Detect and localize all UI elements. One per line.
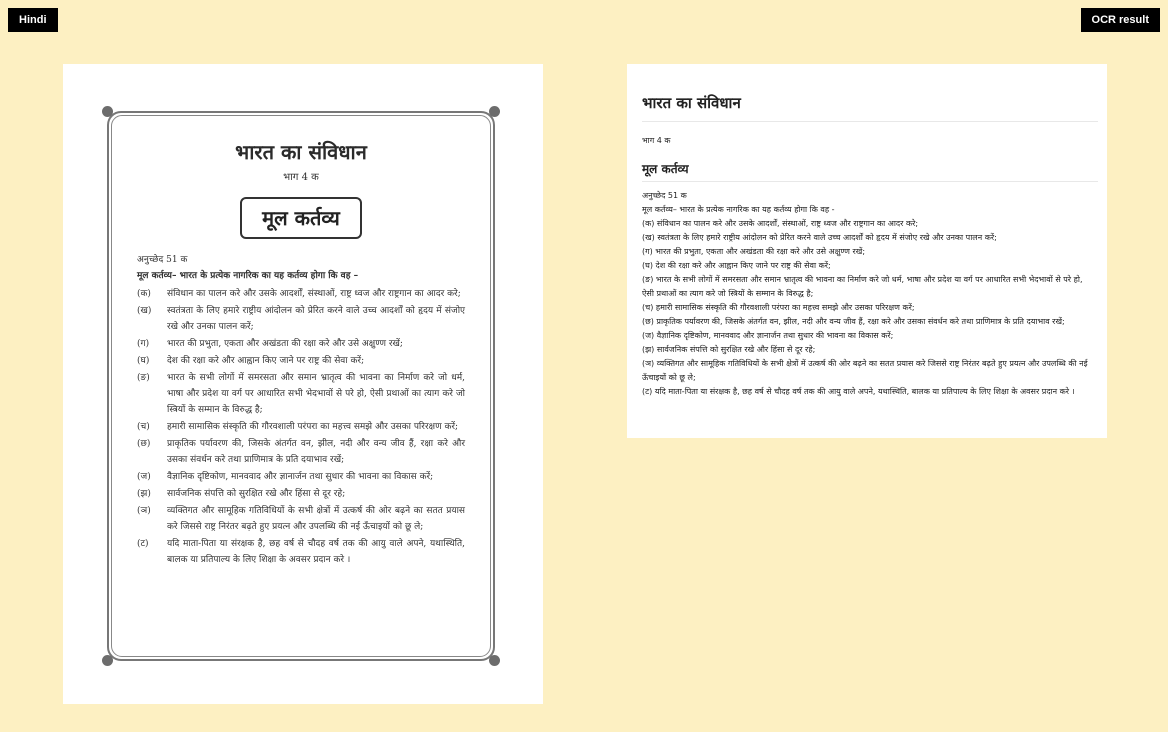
item-text: भारत की प्रभुता, एकता और अखंडता की रक्षा करे और उसे अक्षुण्ण रखें; xyxy=(167,339,403,349)
document-item xyxy=(137,286,465,302)
document-item xyxy=(137,336,465,352)
item-marker: (ट) xyxy=(137,539,149,549)
ocr-line: (छ) प्राकृतिक पर्यावरण की, जिसके अंतर्गत वन, झील, नदी और वन्य जीव हैं, रक्षा करे और उसका संवर्धन करे तथा प्राणिमात्र के प्रति दयाभाव रखें; xyxy=(642,317,1065,326)
document-item xyxy=(137,503,465,535)
item-marker: (छ) xyxy=(137,439,151,449)
ocr-heading: मूल कर्तव्य xyxy=(642,160,1098,182)
item-text: भारत के सभी लोगों में समरसता और समान भ्रातृत्व की भावना का निर्माण करे जो धर्म, भाषा और प्रदेश या वर्ग पर आधारित सभी भेदभावों से परे हो, ऐसी प्रथाओं का त्याग करे जो स्त्रियों के सम्मान के विरुद्ध है; xyxy=(167,373,465,415)
ocr-line: (ज) वैज्ञानिक दृष्टिकोण, मानववाद और ज्ञानार्जन तथा सुधार की भावना का विकास करें; xyxy=(642,331,894,340)
document-body xyxy=(137,252,465,569)
ocr-text-body xyxy=(642,189,1092,399)
document-item xyxy=(137,353,465,369)
document-item xyxy=(137,303,465,335)
item-marker: (ञ) xyxy=(137,506,151,516)
item-text: संविधान का पालन करे और उसके आदर्शों, संस्थाओं, राष्ट्र ध्वज और राष्ट्रगान का आदर करे; xyxy=(167,289,461,299)
ocr-line: अनुच्छेद 51 क xyxy=(642,191,687,200)
corner-ornament xyxy=(489,106,500,117)
ocr-part: भाग 4 क xyxy=(642,136,671,145)
document-article: अनुच्छेद 51 क xyxy=(137,255,188,265)
source-document-image xyxy=(63,64,543,704)
ocr-line: (क) संविधान का पालन करे और उसके आदर्शों, संस्थाओं, राष्ट्र ध्वज और राष्ट्रगान का आदर करे; xyxy=(642,219,919,228)
ocr-line: (ङ) भारत के सभी लोगों में समरसता और समान भ्रातृत्व की भावना का निर्माण करे जो धर्म, भाषा और प्रदेश या वर्ग पर आधारित सभी भेदभावों से परे हो, ऐसी प्रथाओं का त्याग करे जो स्त्रियों के सम्मान के विरुद्ध है; xyxy=(642,275,1083,298)
item-marker: (क) xyxy=(137,289,151,299)
item-text: सार्वजनिक संपत्ति को सुरक्षित रखे और हिंसा से दूर रहे; xyxy=(167,489,346,499)
item-marker: (ङ) xyxy=(137,373,150,383)
ocr-result-panel xyxy=(627,64,1107,438)
document-items xyxy=(137,286,465,568)
corner-ornament xyxy=(102,655,113,666)
item-marker: (घ) xyxy=(137,356,150,366)
document-boxed-heading: मूल कर्तव्य xyxy=(240,197,362,239)
item-text: देश की रक्षा करे और आह्वान किए जाने पर राष्ट्र की सेवा करें; xyxy=(167,356,365,366)
item-marker: (झ) xyxy=(137,489,151,499)
document-item xyxy=(137,419,465,435)
item-text: स्वतंत्रता के लिए हमारे राष्ट्रीय आंदोलन को प्रेरित करने वाले उच्च आदर्शों को हृदय में संजोए रखे और उनका पालन करें; xyxy=(167,306,465,332)
document-part: भाग 4 क xyxy=(283,172,319,183)
ocr-title: भारत का संविधान xyxy=(642,93,1098,122)
item-marker: (च) xyxy=(137,422,150,432)
ocr-line: (ग) भारत की प्रभुता, एकता और अखंडता की रक्षा करे और उसे अक्षुण्ण रखें; xyxy=(642,247,866,256)
ocr-result-label: OCR result xyxy=(1081,8,1160,32)
item-text: प्राकृतिक पर्यावरण की, जिसके अंतर्गत वन, झील, नदी और वन्य जीव हैं, रक्षा करे और उसका संवर्धन करे तथा प्राणिमात्र के प्रति दयाभाव रखें; xyxy=(167,439,465,465)
document-title: भारत का संविधान xyxy=(235,140,367,164)
ocr-line: (ञ) व्यक्तिगत और सामूहिक गतिविधियों के सभी क्षेत्रों में उत्कर्ष की ओर बढ़ने का सतत प्रयास करे जिससे राष्ट्र निरंतर बढ़ते हुए प्रयत्न और उपलब्धि की नई ऊँचाइयों को छू ले; xyxy=(642,359,1088,382)
language-label: Hindi xyxy=(8,8,58,32)
corner-ornament xyxy=(102,106,113,117)
ocr-line: (ट) यदि माता-पिता या संरक्षक है, छह वर्ष से चौदह वर्ष तक की आयु वाले अपने, यथास्थिति, बालक या प्रतिपाल्य के लिए शिक्षा के अवसर प्रदान करे । xyxy=(642,387,1075,396)
item-text: व्यक्तिगत और सामूहिक गतिविधियों के सभी क्षेत्रों में उत्कर्ष की ओर बढ़ने का सतत प्रयास करे जिससे राष्ट्र निरंतर बढ़ते हुए प्रयत्न और उपलब्धि की नई ऊँचाइयों को छू ले; xyxy=(167,506,465,532)
corner-ornament xyxy=(489,655,500,666)
item-marker: (ख) xyxy=(137,306,152,316)
ocr-line: (च) हमारी सामासिक संस्कृति की गौरवशाली परंपरा का महत्त्व समझे और उसका परिरक्षण करें; xyxy=(642,303,915,312)
ocr-line: मूल कर्तव्य– भारत के प्रत्येक नागरिक का यह कर्तव्य होगा कि वह - xyxy=(642,205,835,214)
document-intro: मूल कर्तव्य– भारत के प्रत्येक नागरिक का यह कर्तव्य होगा कि वह – xyxy=(137,271,359,281)
document-item xyxy=(137,469,465,485)
item-text: वैज्ञानिक दृष्टिकोण, मानववाद और ज्ञानार्जन तथा सुधार की भावना का विकास करें; xyxy=(167,472,434,482)
document-item xyxy=(137,370,465,418)
item-text: यदि माता-पिता या संरक्षक है, छह वर्ष से चौदह वर्ष तक की आयु वाले अपने, यथास्थिति, बालक या प्रतिपाल्य के लिए शिक्षा के अवसर प्रदान करे । xyxy=(167,539,465,565)
ocr-line: (ख) स्वतंत्रता के लिए हमारे राष्ट्रीय आंदोलन को प्रेरित करने वाले उच्च आदर्शों को हृदय में संजोए रखे और उनका पालन करें; xyxy=(642,233,997,242)
ocr-line: (घ) देश की रक्षा करे और आह्वान किए जाने पर राष्ट्र की सेवा करें; xyxy=(642,261,831,270)
document-item xyxy=(137,536,465,568)
item-marker: (ज) xyxy=(137,472,151,482)
document-item xyxy=(137,486,465,502)
document-item xyxy=(137,436,465,468)
ocr-line: (झ) सार्वजनिक संपत्ति को सुरक्षित रखे और हिंसा से दूर रहे; xyxy=(642,345,816,354)
item-text: हमारी सामासिक संस्कृति की गौरवशाली परंपरा का महत्त्व समझे और उसका परिरक्षण करें; xyxy=(167,422,459,432)
document-border-frame xyxy=(107,111,495,661)
item-marker: (ग) xyxy=(137,339,150,349)
